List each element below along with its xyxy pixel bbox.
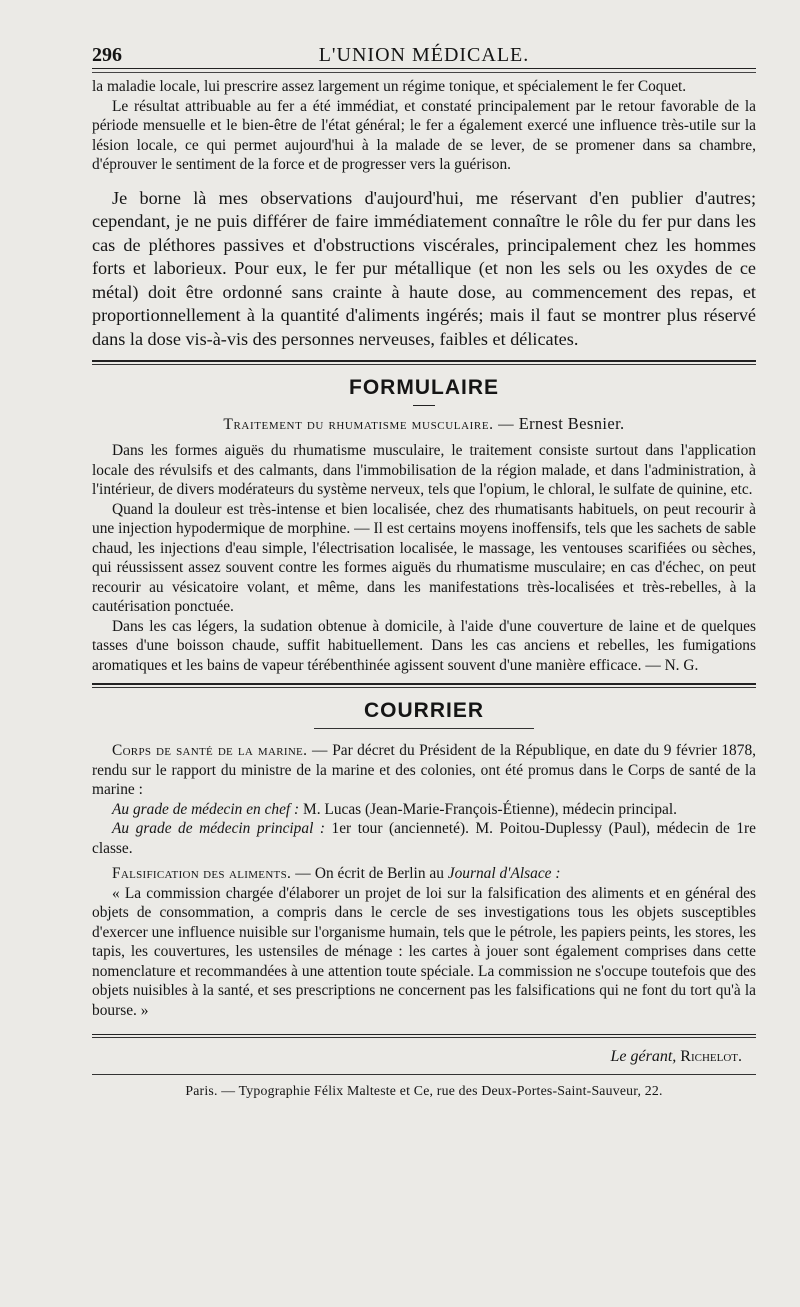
formula-paragraph-2: Quand la douleur est très-intense et bien localisée, chez des rhumatisants habituels, on peut recourir à une injection hypodermique de morphine. — Il est certains moyens inoffensifs, tels que les sachets de sable chaud, les injections d'eau simple, l'électrisation localisée, le massage, les ventouses scarifiées ou sèches, qui réussissent assez souvent contre les formes aiguës du rhumatisme musculaire; en cas d'échec, on peut recourir au vésicatoire volant, et même, dans les manifestations très-localisées et très-rebelles, à la cautérisation ponctuée. — [92, 500, 756, 616]
intro-paragraph-1: la maladie locale, lui prescrire assez largement un régime tonique, et spécialement le fer Coquet. — [92, 78, 687, 95]
grade1-label: Au grade de médecin en chef : — [112, 800, 300, 818]
grade-paragraph-2 — [92, 819, 756, 858]
formula-title — [92, 414, 756, 435]
observations-section — [92, 187, 756, 352]
formulaire-section — [92, 375, 756, 676]
courrier-section — [92, 698, 756, 1020]
heading-rule — [314, 728, 534, 729]
sante-heading: Corps de santé de la marine. — — [112, 742, 328, 760]
gerant-name: Richelot. — [680, 1048, 742, 1066]
formula-paragraph-3: Dans les cas légers, la sudation obtenue à domicile, à l'aide d'une couverture de laine et de quelques tasses d'une boisson chaude, suffit habituellement. Dans les cas anciens et rebelles, les fumigations aromatiques et les bains de vapeur térébenthinée agissent souvent d'une manière efficace. — N. G. — [92, 617, 756, 674]
heading-rule — [413, 405, 435, 407]
journal-title: L'UNION MÉDICALE. — [318, 44, 530, 66]
formula-paragraph-1: Dans les formes aiguës du rhumatisme musculaire, le traitement consiste surtout dans l'application locale des révulsifs et des calmants, dans l'immobilisation de la région malade, et dans l'administration, à l'intérieur, de divers modérateurs du système nerveux, tels que l'opium, le chloral, le sulfate de quinine, etc. — [92, 442, 756, 499]
gerant-label: Le gérant, — [610, 1048, 677, 1066]
falsification-intro: On écrit de Berlin au — [314, 865, 444, 883]
observations-paragraph: Je borne là mes observations d'aujourd'hui, me réservant d'en publier d'autres; cependant, je ne puis différer de faire immédiatement connaître le rôle du fer pur dans les cas de pléthores passives et d'obstructions viscérales, principalement chez les hommes forts et laborieux. Pour eux, le fer pur métallique (et non les sels ou les oxydes de ce métal) doit être ordonné sans crainte à haute dose, au commencement des repas, et proportionnellement à la quantité d'aliments ingérés; mais il faut se montrer plus réservé dans la dose vis-à-vis des personnes nerveuses, faibles et délicates. — [92, 187, 756, 350]
footer-divider — [92, 1034, 756, 1038]
falsification-paragraph — [92, 864, 756, 884]
formulaire-heading: FORMULAIRE — [349, 375, 499, 399]
courrier-heading: COURRIER — [363, 699, 484, 723]
running-head — [92, 38, 756, 69]
section-divider — [92, 360, 756, 365]
sante-paragraph — [92, 741, 756, 800]
gerant-line — [92, 1048, 756, 1066]
section-divider — [92, 683, 756, 688]
falsification-quote: « La commission chargée d'élaborer un projet de loi sur la falsification des aliments et en général des objets de consommation, a compris dans le cercle de ses investigations tous les objets susceptibles d'exercer une influence nuisible sur l'organisme humain, tels que le pétrole, les papiers peints, les stores, les tapis, les couvertures, les ustensiles de ménage : les cartes à jouer sont également comprises dans cette nomenclature et recommandées à une attention toute spéciale. La commission ne s'occupe toutefois que des objets nuisibles à la santé, et ses prescriptions ne concernent pas les falsifications qui ne font du tort qu'à la bourse. » — [92, 884, 756, 1019]
header-rule — [92, 72, 756, 73]
grade-paragraph-1 — [92, 800, 756, 820]
intro-section — [92, 77, 756, 175]
grade1-text: M. Lucas (Jean-Marie-François-Étienne), médecin principal. — [303, 800, 677, 818]
falsification-journal: Journal d'Alsace : — [447, 865, 561, 883]
intro-paragraph-2: Le résultat attribuable au fer a été immédiat, et constaté principalement par le retour favorable de la période mensuelle et le bien-être de l'état général; le fer a également exercé une influence très-utile sur la lésion locale, ce qui permet aujourd'hui à la malade de se lever, de se promener dans sa chambre, d'éprouver le sentiment de la force et de progresser vers la guérison. — [92, 97, 756, 173]
formula-author: Ernest Besnier. — [518, 414, 625, 434]
falsification-heading: Falsification des aliments. — — [112, 865, 311, 883]
page-number: 296 — [92, 44, 122, 66]
grade2-label: Au grade de médecin principal : — [112, 820, 325, 838]
sante-text: Par décret du Président de la République, en date du 9 février 1878, rendu sur le rapport du ministre de la marine et des colonies, ont été promus dans le Corps de santé de la marine : — [92, 742, 756, 799]
grade2-text: 1er tour (ancienneté). M. Poitou-Duplessy (Paul), médecin de 1re classe. — [92, 820, 756, 857]
printer-imprint: Paris. — Typographie Félix Malteste et Ce, rue des Deux-Portes-Saint-Sauveur, 22. — [185, 1083, 663, 1099]
imprint-rule — [92, 1074, 756, 1075]
formula-title-text: Traitement du rhumatisme musculaire. — — [223, 416, 515, 434]
